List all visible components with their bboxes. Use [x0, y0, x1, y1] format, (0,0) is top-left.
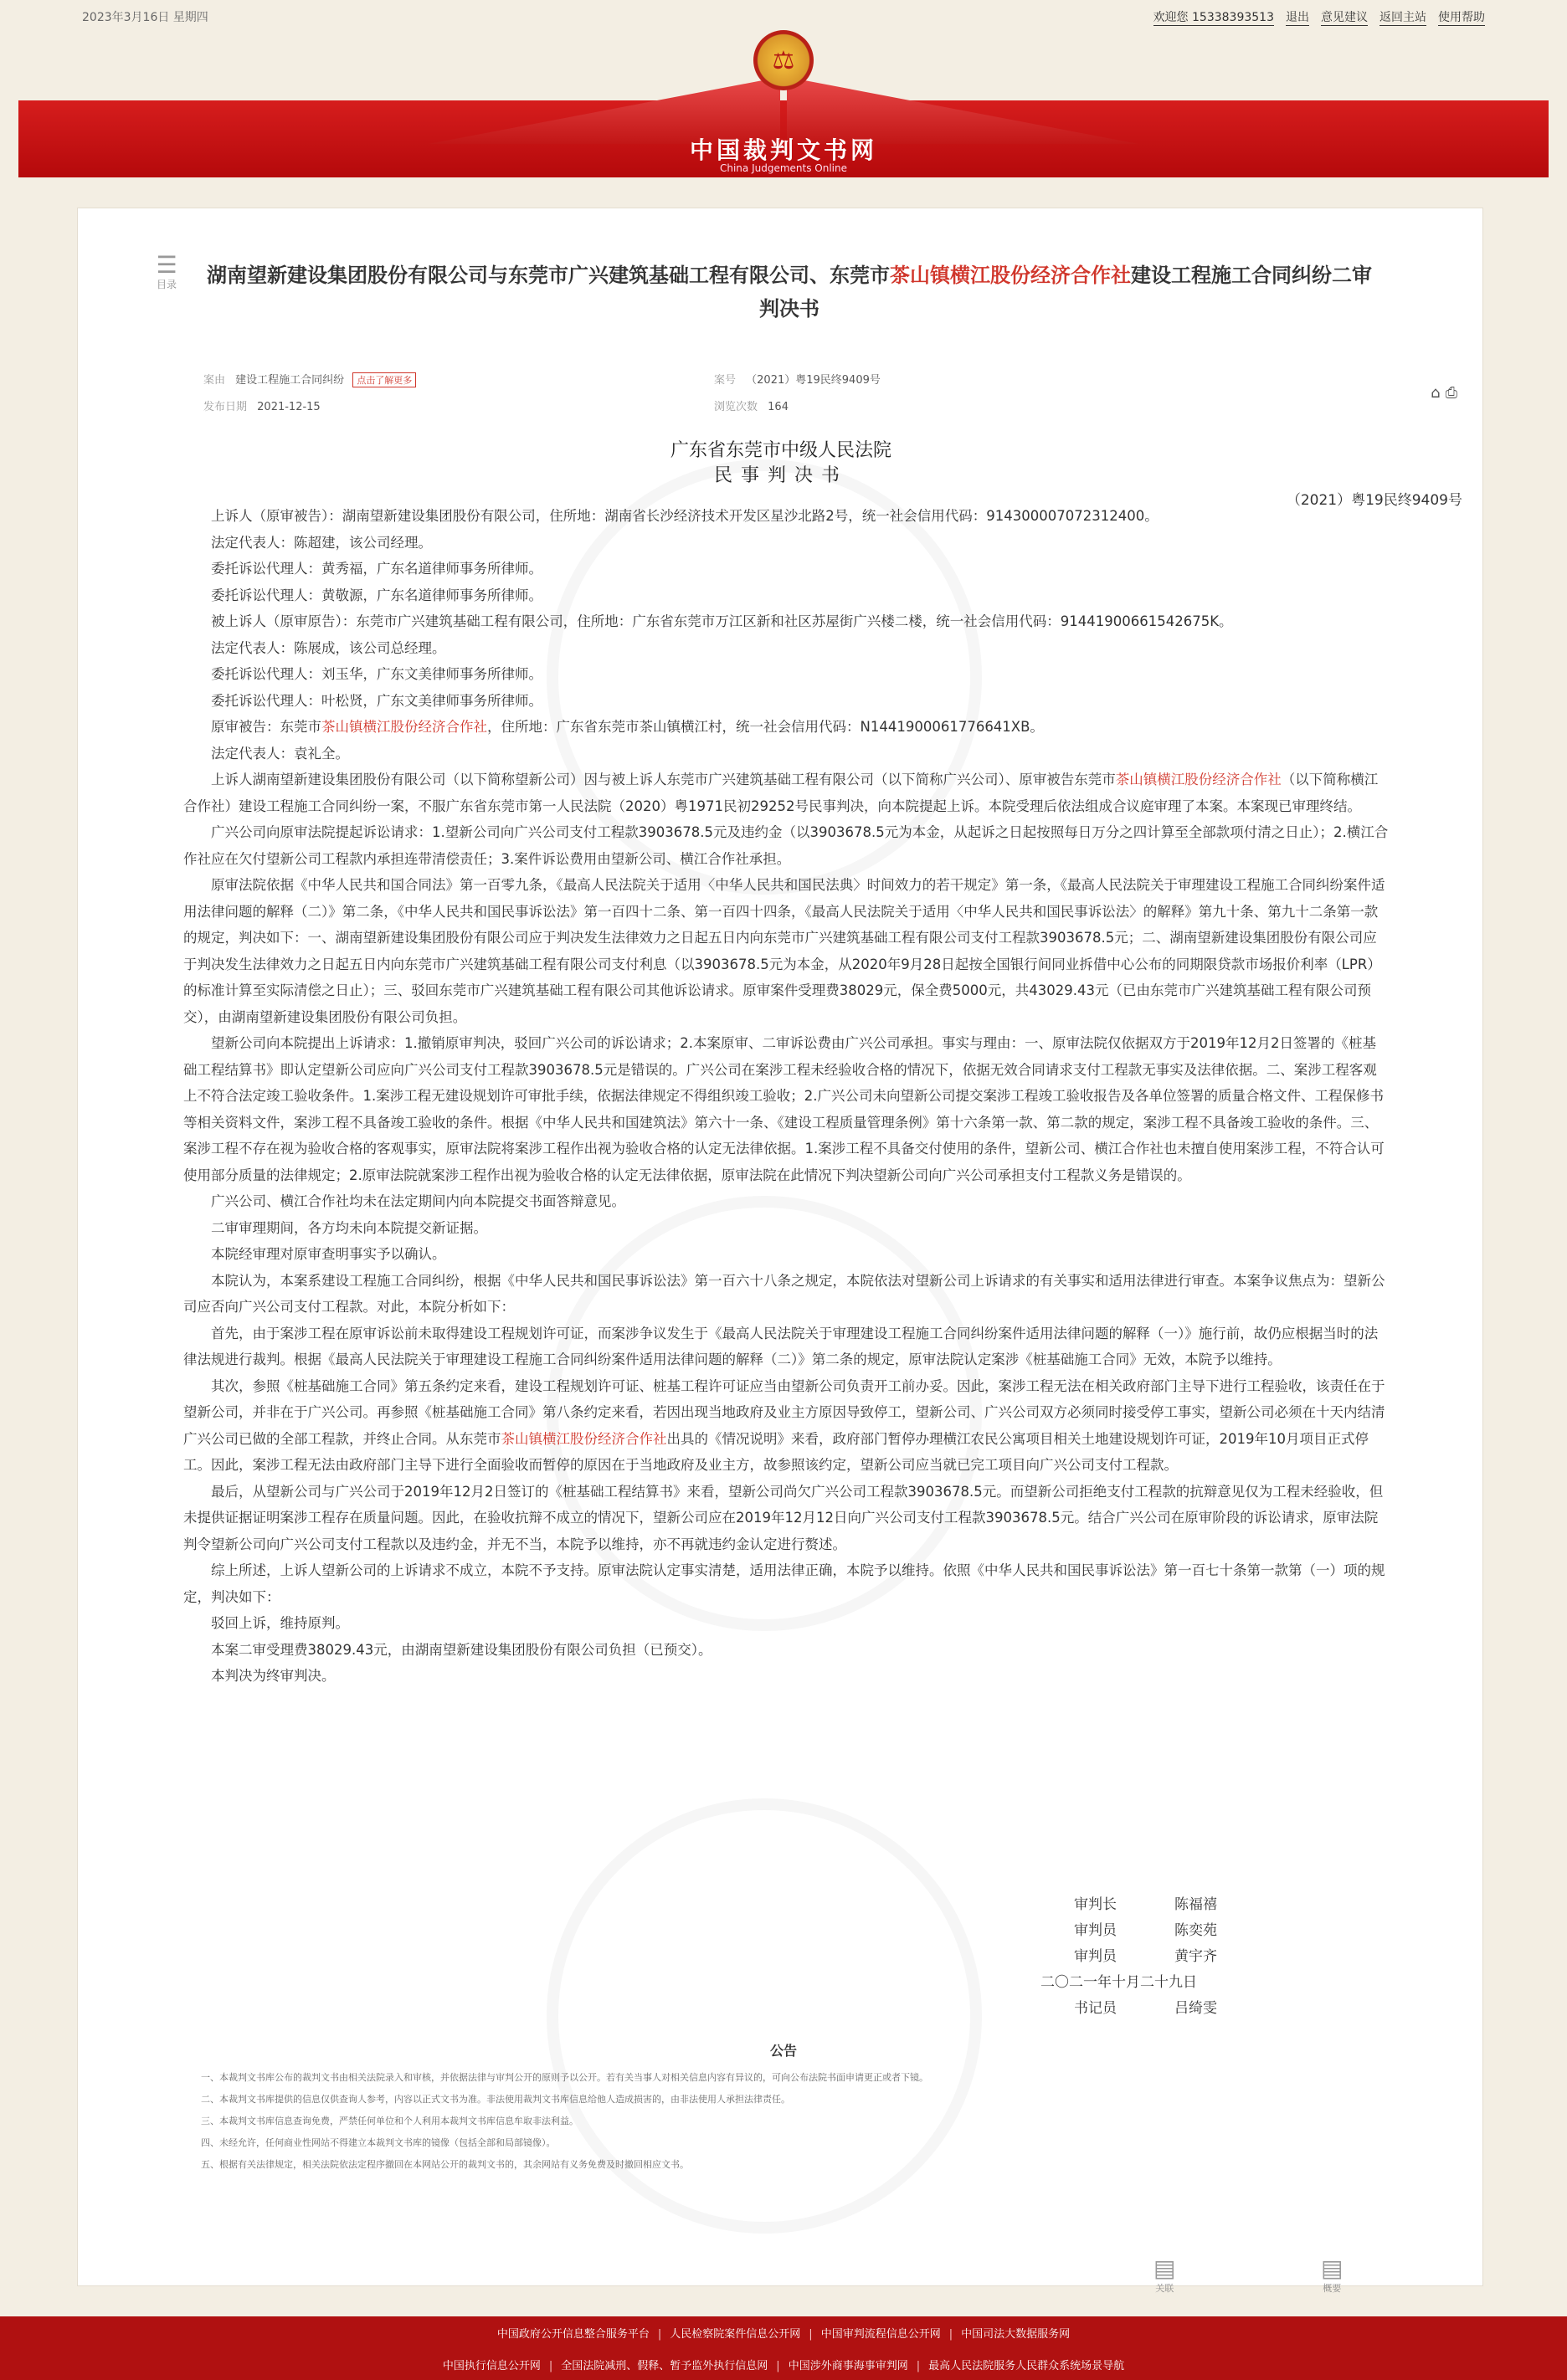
signer-row	[1074, 1944, 1217, 1970]
judgment-paragraph: 首先，由于案涉工程在原审诉讼前未取得建设工程规划许可证，而案涉争议发生于《最高人民法院关于审理建设工程施工合同纠纷案件适用法律问题的解释（一）》施行前，故仍应根据当时的法律法规进行裁判。根据《最高人民法院关于审理建设工程施工合同纠纷案件适用法律问题的解释（二）》第二条的规定，原审法院认定案涉《桩基础施工合同》无效，本院予以维持。	[183, 1325, 1379, 1367]
summary-icon: ▤	[1321, 2254, 1344, 2282]
signer-role: 审判员	[1074, 1922, 1117, 1939]
help-link[interactable]: 使用帮助	[1438, 8, 1485, 26]
judgment-paragraph: 望新公司向本院提出上诉请求：1.撤销原审判决，驳回广兴公司的诉讼请求；2.本案原审、二审诉讼费由广兴公司承担。事实与理由：一、原审法院仅依据双方于2019年12月2日签署的《桩基础工程结算书》即认定望新公司应向广兴公司支付工程款3903678.5元是错误的。广兴公司在案涉工程未经验收合格的情况下，依据无效合同请求支付工程款无事实及法律依据。二、案涉工程客观上不符合法定竣工验收条件。1.案涉工程无建设规划许可审批手续，依据法律规定不得组织竣工验收；2.广兴公司未向望新公司提交案涉工程竣工验收报告及各单位签署的质量合格文件、工程保修书等相关资料文件，案涉工程不具备竣工验收的条件。根据《中华人民共和国建筑法》第六十一条、《建设工程质量管理条例》第十六条第一款、第二款的规定，案涉工程不具备竣工验收的条件。三、案涉工程不存在视为验收合格的客观事实，原审法院将案涉工程作出视为验收合格的认定无法律依据。1.案涉工程不具备交付使用的条件，望新公司、横江合作社也未擅自使用案涉工程，不符合认可使用部分质量的法律规定；2.原审法院就案涉工程作出视为验收合格的认定无法律依据，原审法院在此情况下判决望新公司向广兴公司承担支付工程款义务是错误的。	[183, 1035, 1385, 1183]
meta-caseno	[714, 371, 881, 387]
title-part: 建设工程施工合同纠纷二审判决书	[759, 264, 1372, 321]
meta-key: 浏览次数	[714, 401, 758, 413]
judgment-paragraph: 二审审理期间，各方均未向本院提交新证据。	[211, 1219, 487, 1236]
judgment-paragraph: 被上诉人（原审原告）：东莞市广兴建筑基础工程有限公司，住所地：广东省东莞市万江区新和社区苏屋街广兴楼二楼，统一社会信用代码：91441900661542675K。	[211, 613, 1233, 629]
judgment-paragraph: 委托诉讼代理人：刘玉华，广东文美律师事务所律师。	[211, 666, 542, 682]
footer-link[interactable]: 中国政府公开信息整合服务平台	[496, 2327, 650, 2341]
title-part: 湖南望新建设集团股份有限公司与东莞市广兴建筑基础工程有限公司、东莞市	[207, 264, 890, 287]
document-title	[203, 259, 1375, 326]
judgment-paragraph: 委托诉讼代理人：黄敬源，广东名道律师事务所律师。	[211, 587, 542, 603]
signer-name: 陈奕苑	[1174, 1922, 1217, 1939]
toc-label: 目录	[156, 279, 177, 290]
highlight-term: 茶山镇横江股份经济合作社	[321, 719, 487, 735]
top-bar	[0, 0, 1567, 33]
meta-date	[203, 398, 321, 413]
meta-key: 案号	[714, 374, 737, 387]
footer-link[interactable]: | 全国法院减刑、假释、暂予监外执行信息网	[549, 2357, 768, 2372]
judgment-paragraph: 本判决为终审判决。	[211, 1668, 336, 1684]
notice-item: 五、根据有关法律规定，相关法院依法定程序撤回在本网站公开的裁判文书的，其余网站有义务免费及时撤回相应文书。	[201, 2159, 689, 2170]
logout-link[interactable]: 退出	[1286, 8, 1309, 26]
judgment-paragraph: 广兴公司、横江合作社均未在法定期间内向本院提交书面答辩意见。	[211, 1193, 625, 1209]
signer-name: 二〇二一年十月二十九日	[1040, 1974, 1197, 1991]
meta-value: 164	[768, 401, 789, 413]
title-highlight: 茶山镇横江股份经济合作社	[890, 264, 1131, 287]
court-name: 广东省东莞市中级人民法院	[670, 440, 891, 461]
judgment-paragraph: 法定代表人：袁礼全。	[211, 745, 349, 762]
meta-value: 建设工程施工合同纠纷	[235, 374, 345, 387]
signer-row	[1074, 1918, 1217, 1944]
judgment-body	[183, 503, 1389, 1690]
feedback-link[interactable]: 意见建议	[1321, 8, 1368, 26]
judgment-paragraph: 本案二审受理费38029.43元，由湖南望新建设集团股份有限公司负担（已预交）。	[211, 1641, 712, 1658]
court-emblem-icon: ⚖	[753, 30, 814, 90]
related-button[interactable]	[1153, 2256, 1175, 2295]
meta-views	[714, 398, 789, 413]
meta-key: 案由	[203, 374, 226, 387]
footer-link[interactable]: | 人民检察院案件信息公开网	[658, 2325, 800, 2341]
signer-name: 吕绮雯	[1174, 2000, 1217, 2017]
judgment-paragraph: 其次，参照《桩基础施工合同》第五条约定来看，建设工程规划许可证、桩基工程许可证应当由望新公司负责开工前办妥。因此，案涉工程无法在相关政府部门主导下进行工程验收，该责任在于望新公司，并非在于广兴公司。再参照《桩基础施工合同》第八条约定来看，若因出现当地政府及业主方原因导致停工，望新公司、广兴公司双方必须同时接受停工事实，望新公司必须在十天内结清广兴公司已做的全部工程款，并终止合同。从东莞市茶山镇横江股份经济合作社出具的《情况说明》来看，政府部门暂停办理横江农民公寓项目相关土地建设规划许可证，2019年10月项目正式停工。因此，案涉工程无法由政府部门主导下进行全面验收而暂停的原因在于当地政府及业主方，故参照该约定，望新公司应当就已完工项目向广兴公司支付工程款。	[183, 1377, 1385, 1473]
judgment-paragraph: 最后，从望新公司与广兴公司于2019年12月2日签订的《桩基础工程结算书》来看，望新公司尚欠广兴公司工程款3903678.5元。而望新公司拒绝支付工程款的抗辩意见仅为工程未经验收，但未提供证据证明案涉工程存在质量问题。因此，在验收抗辩不成立的情况下，望新公司应在2019年12月12日向广兴公司支付工程款3903678.5元。结合广兴公司在原审阶段的诉讼请求，原审法院判令望新公司向广兴公司支付工程款以及违约金，并无不当，本院予以维持，亦不再就违约金认定进行赘述。	[183, 1483, 1384, 1552]
notice-list	[201, 2067, 1373, 2176]
signer-role: 审判员	[1074, 1948, 1117, 1965]
signer-name: 陈福禧	[1174, 1896, 1217, 1913]
footer-link[interactable]: | 最高人民法院服务人民群众系统场景导航	[917, 2357, 1124, 2372]
document-icon: ▤	[1153, 2254, 1176, 2282]
related-label: 关联	[1155, 2283, 1174, 2294]
judgment-paragraph: 委托诉讼代理人：黄秀福，广东名道律师事务所律师。	[211, 561, 542, 577]
home-icon[interactable]: ⌂	[1431, 384, 1441, 402]
judgment-paragraph: 广兴公司向原审法院提起诉讼请求：1.望新公司向广兴公司支付工程款3903678.5元及违约金（以3903678.5元为本金，从起诉之日起按照每日万分之四计算至全部款项付清之日止）；2.横江合作社应在欠付望新公司工程款内承担连带清偿责任；3.案件诉讼费用由望新公司、横江合作社承担。	[183, 824, 1389, 867]
judgment-paragraph: 上诉人（原审被告）：湖南望新建设集团股份有限公司，住所地：湖南省长沙经济技术开发区星沙北路2号，统一社会信用代码：914300007072312400。	[211, 508, 1159, 524]
meta-value: （2021）粤19民终9409号	[746, 374, 881, 387]
signer-row	[1040, 1970, 1217, 1996]
judgment-paragraph: 原审被告：东莞市茶山镇横江股份经济合作社，住所地：广东省东莞市茶山镇横江村，统一社会信用代码：N1441900061776641XB。	[211, 719, 1044, 735]
notice-item: 三、本裁判文书库信息查询免费，严禁任何单位和个人利用本裁判文书库信息牟取非法利益。	[201, 2116, 578, 2126]
judgment-paragraph: 综上所述，上诉人望新公司的上诉请求不成立，本院不予支持。原审法院认定事实清楚，适用法律正确，本院予以维持。依照《中华人民共和国民事诉讼法》第一百七十条第一款第（一）项的规定，判决如下：	[183, 1562, 1385, 1605]
highlight-term: 茶山镇横江股份经济合作社	[1115, 772, 1282, 787]
meta-value: 2021-12-15	[257, 401, 321, 413]
site-title[interactable]: 中国裁判文书网	[689, 136, 877, 164]
judgment-paragraph: 原审法院依据《中华人民共和国合同法》第一百零九条，《最高人民法院关于适用〈中华人民共和国民法典〉时间效力的若干规定》第一条，《最高人民法院关于审理建设工程施工合同纠纷案件适用法律问题的解释（二）》第二条，《中华人民共和国民事诉讼法》第一百四十二条、第一百四十四条，《最高人民法院关于适用〈中华人民共和国民事诉讼法〉的解释》第九十条、第九十二条第一款的规定，判决如下：一、湖南望新建设集团股份有限公司应于判决发生法律效力之日起五日内向东莞市广兴建筑基础工程有限公司支付工程款3903678.5元；二、湖南望新建设集团股份有限公司应于判决发生法律效力之日起五日内向东莞市广兴建筑基础工程有限公司支付利息（以3903678.5元为本金，从2020年9月28日起按全国银行间同业拆借中心公布的同期限贷款市场报价利率（LPR）的标准计算至实际清偿之日止）；三、驳回东莞市广兴建筑基础工程有限公司其他诉讼请求。原审案件受理费38029元，保全费5000元，共43029.43元（已由东莞市广兴建筑基础工程有限公司预交），由湖南望新建设集团股份有限公司负担。	[183, 877, 1385, 1025]
signer-row	[1074, 1892, 1217, 1918]
meta-cause	[203, 371, 416, 387]
case-number: （2021）粤19民终9409号	[1286, 492, 1462, 509]
footer-link[interactable]: | 中国审判流程信息公开网	[809, 2325, 940, 2341]
document-kind: 民事判决书	[713, 465, 848, 486]
judgment-paragraph: 法定代表人：陈超建，该公司经理。	[211, 534, 432, 551]
signer-role: 审判长	[1074, 1896, 1117, 1913]
document-card	[77, 208, 1483, 2286]
table-of-contents-button[interactable]	[150, 251, 183, 291]
judgment-paragraph: 法定代表人：陈展成，该公司总经理。	[211, 639, 446, 656]
notice-item: 一、本裁判文书库公布的裁判文书由相关法院录入和审核，并依据法律与审判公开的原则予以公开。若有关当事人对相关信息内容有异议的，可向公布法院书面申请更正或者下镜。	[201, 2072, 928, 2083]
footer-link[interactable]: | 中国涉外商事海事审判网	[776, 2357, 907, 2372]
signatures	[1040, 1892, 1217, 2022]
judgment-paragraph: 上诉人湖南望新建设集团股份有限公司（以下简称望新公司）因与被上诉人东莞市广兴建筑基础工程有限公司（以下简称广兴公司）、原审被告东莞市茶山镇横江股份经济合作社（以下简称横江合作社）建设工程施工合同纠纷一案，不服广东省东莞市第一人民法院（2020）粤1971民初29252号民事判决，向本院提起上诉。本院受理后依法组成合议庭审理了本案。本案现已审理终结。	[183, 772, 1379, 814]
signer-row	[1074, 1996, 1217, 2022]
notice-title: 公告	[769, 2043, 797, 2059]
judgment-paragraph: 本院认为，本案系建设工程施工合同纠纷，根据《中华人民共和国民事诉讼法》第一百六十八条之规定，本院依法对望新公司上诉请求的有关事实和适用法律进行审查。本案争议焦点为：望新公司应否向广兴公司支付工程款。对此，本院分析如下：	[183, 1272, 1385, 1315]
user-links	[1153, 8, 1485, 26]
highlight-term: 茶山镇横江股份经济合作社	[501, 1430, 667, 1447]
footer-row	[0, 2316, 1567, 2348]
summary-button[interactable]	[1321, 2256, 1343, 2295]
summary-label: 概要	[1323, 2283, 1342, 2294]
print-icon[interactable]: ⎙	[1445, 384, 1457, 402]
notice-item: 四、未经允许，任何商业性网站不得建立本裁判文书库的镜像（包括全部和局部镜像）。	[201, 2137, 556, 2148]
home-link[interactable]: 返回主站	[1379, 8, 1426, 26]
site-subtitle: China Judgements Online	[719, 162, 847, 174]
signer-name: 黄宇齐	[1174, 1948, 1217, 1965]
footer-row	[0, 2348, 1567, 2380]
meta-key: 发布日期	[203, 401, 248, 413]
signer-role: 书记员	[1074, 2000, 1117, 2017]
user-account-link[interactable]: 欢迎您 15338393513	[1153, 8, 1274, 26]
current-date: 2023年3月16日 星期四	[82, 11, 208, 24]
doc-tools	[1431, 384, 1457, 402]
judgment-paragraph: 驳回上诉，维持原判。	[211, 1615, 349, 1631]
learn-more-tag[interactable]: 点击了解更多	[352, 372, 416, 387]
judgment-paragraph: 本院经审理对原审查明事实予以确认。	[211, 1246, 446, 1262]
notice-item: 二、本裁判文书库提供的信息仅供查询人参考，内容以正式文书为准。非法使用裁判文书库信息给他人造成损害的，由非法使用人承担法律责任。	[201, 2094, 790, 2105]
list-icon: ☰	[156, 251, 177, 279]
judgment-paragraph: 委托诉讼代理人：叶松贤，广东文美律师事务所律师。	[211, 692, 542, 709]
footer-links	[0, 2316, 1567, 2380]
footer-link[interactable]: 中国执行信息公开网	[442, 2359, 541, 2372]
footer-link[interactable]: | 中国司法大数据服务网	[949, 2325, 1070, 2341]
